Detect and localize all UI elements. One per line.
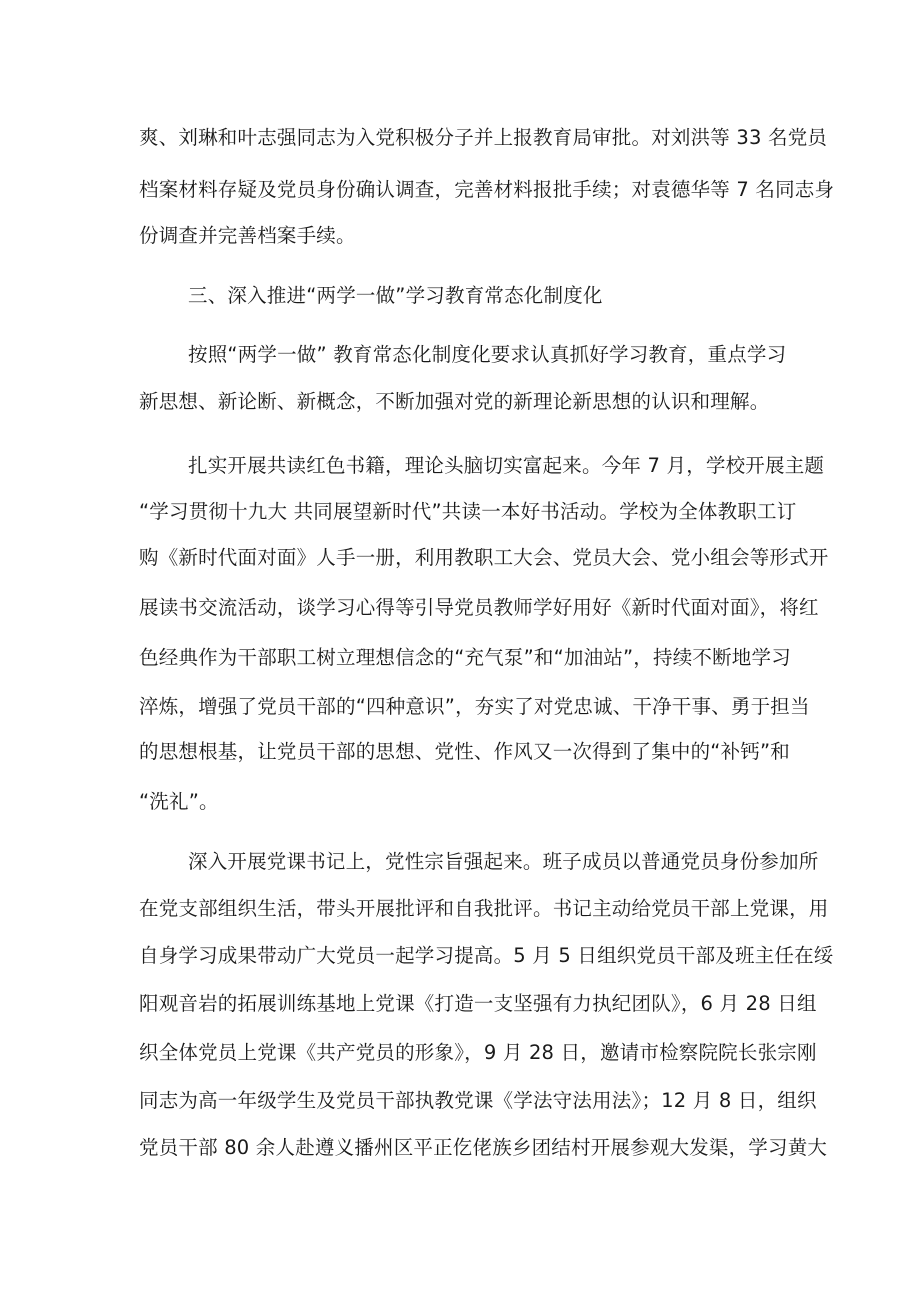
text-line: “洗礼”。 xyxy=(139,790,219,813)
text-line: 淬炼，增强了党员干部的“四种意识”，夯实了对党忠诚、干净干事、勇于担当 xyxy=(139,695,810,718)
text-line: 扎实开展共读红色书籍，理论头脑切实富起来。今年 7 月，学校开展主题 xyxy=(188,454,825,477)
text-line: 在党支部组织生活，带头开展批评和自我批评。书记主动给党员干部上党课，用 xyxy=(139,897,829,920)
text-line: 档案材料存疑及党员身份确认调查，完善材料报批手续；对袁德华等 7 名同志身 xyxy=(139,178,835,201)
text-line: 深入开展党课书记上，党性宗旨强起来。班子成员以普通党员身份参加所 xyxy=(188,850,819,873)
text-line: 的思想根基，让党员干部的思想、党性、作风又一次得到了集中的“补钙”和 xyxy=(139,740,791,763)
text-line: 新思想、新论断、新概念，不断加强对党的新理论新思想的认识和理解。 xyxy=(139,390,770,413)
text-line: 展读书交流活动，谈学习心得等引导党员教师学好用好《新时代面对面》，将红 xyxy=(139,596,819,619)
text-line: 份调查并完善档案手续。 xyxy=(139,224,356,247)
text-line: 按照“两学一做” 教育常态化制度化要求认真抓好学习教育，重点学习 xyxy=(188,343,787,366)
text-line: 同志为高一年级学生及党员干部执教党课《学法守法用法》；12 月 8 日，组织 xyxy=(139,1089,817,1112)
text-line: 织全体党员上党课《共产党员的形象》，9 月 28 日，邀请市检察院院长张宗刚 xyxy=(139,1041,817,1064)
text-line: 色经典作为干部职工树立理想信念的“充气泵”和“加油站”，持续不断地学习 xyxy=(139,646,791,669)
section-heading: 三、深入推进“两学一做”学习教育常态化制度化 xyxy=(188,284,603,307)
text-line: 党员干部 80 余人赴遵义播州区平正仡佬族乡团结村开展参观大发渠，学习黄大 xyxy=(139,1136,828,1159)
text-line: 爽、刘琳和叶志强同志为入党积极分子并上报教育局审批。对刘洪等 33 名党员 xyxy=(139,126,828,149)
text-line: “学习贯彻十九大 共同展望新时代”共读一本好书活动。学校为全体教职工订 xyxy=(139,500,797,523)
text-line: 自身学习成果带动广大党员一起学习提高。5 月 5 日组织党员干部及班主任在绥 xyxy=(139,944,834,967)
text-line: 阳观音岩的拓展训练基地上党课《打造一支坚强有力执纪团队》，6 月 28 日组 xyxy=(139,992,817,1015)
text-line: 购《新时代面对面》人手一册，利用教职工大会、党员大会、党小组会等形式开 xyxy=(139,546,829,569)
